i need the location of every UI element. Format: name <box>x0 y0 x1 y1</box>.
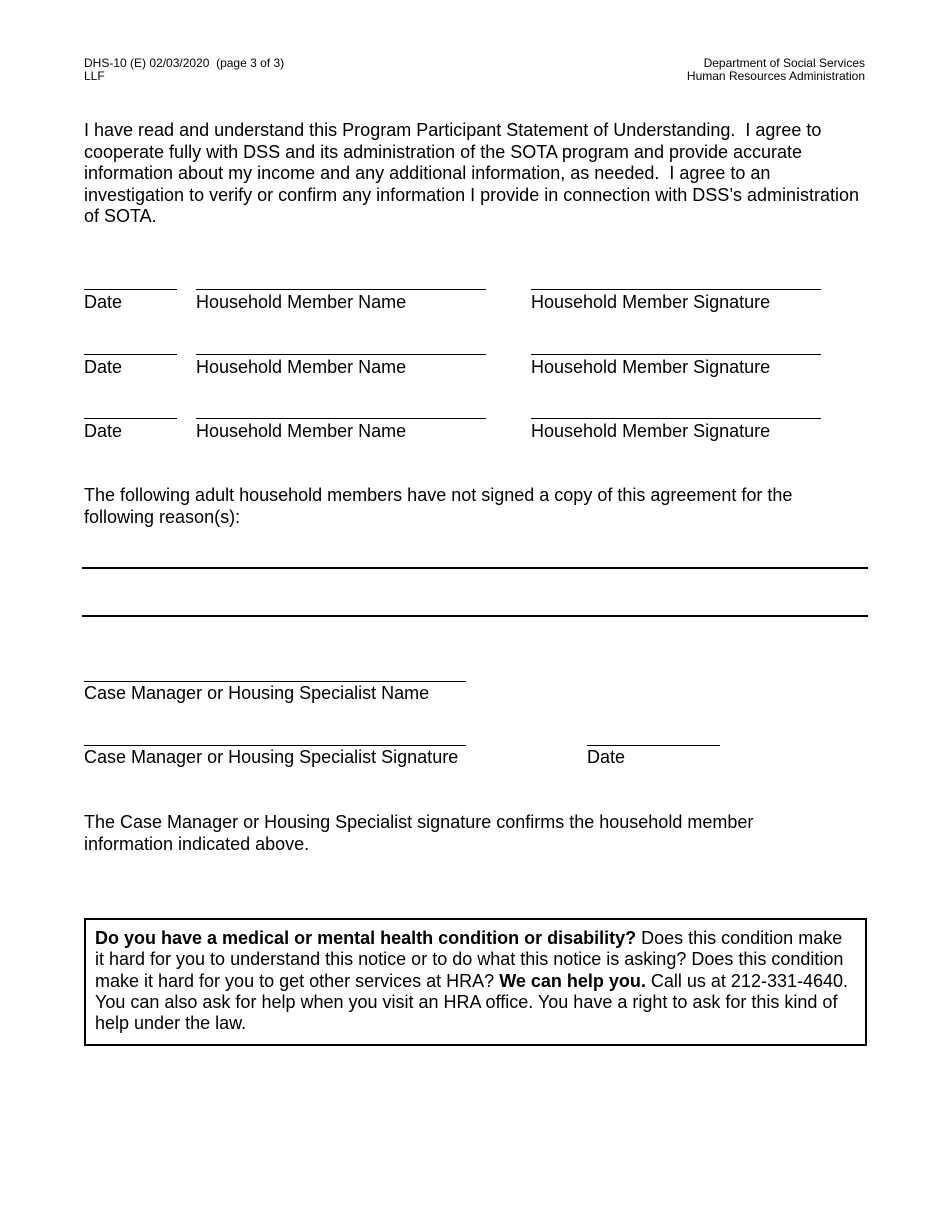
signature-label: Household Member Signature <box>531 357 771 377</box>
case-manager-signature-label: Case Manager or Housing Specialist Signature <box>84 747 459 767</box>
case-manager-name-label: Case Manager or Housing Specialist Name <box>84 683 430 703</box>
form-id: DHS-10 (E) 02/03/2020 (page 3 of 3) <box>84 56 285 70</box>
administration-name: Human Resources Administration <box>686 69 865 83</box>
name-label: Household Member Name <box>196 357 407 377</box>
signature-line[interactable] <box>531 289 821 290</box>
date-label: Date <box>84 421 123 441</box>
date-line[interactable] <box>84 289 177 290</box>
date-line[interactable] <box>84 418 177 419</box>
name-label: Household Member Name <box>196 292 407 312</box>
name-label: Household Member Name <box>196 421 407 441</box>
case-manager-name-line[interactable] <box>84 681 466 682</box>
date-label: Date <box>84 357 123 377</box>
date-line[interactable] <box>84 354 177 355</box>
reason-line[interactable] <box>82 567 868 569</box>
signature-label: Household Member Signature <box>531 421 771 441</box>
notice-text-2: Call us at 212-331-4640. You can also ask for help when you visit an HRA office. You have a right to ask for this kind of help under the law. <box>95 970 849 1034</box>
signature-line[interactable] <box>531 418 821 419</box>
date-label: Date <box>84 292 123 312</box>
case-manager-date-line[interactable] <box>587 745 720 746</box>
form-header-right <box>600 57 865 83</box>
notice-question: Do you have a medical or mental health condition or disability? <box>95 928 637 948</box>
signature-line[interactable] <box>531 354 821 355</box>
accessibility-notice-box <box>84 918 867 1046</box>
signature-label: Household Member Signature <box>531 292 771 312</box>
notice-text-1: Does this condition make it hard for you to understand this notice or to do what this notice is asking? Does this condition make it hard for you to get other services at HRA? <box>95 928 844 991</box>
name-line[interactable] <box>196 418 486 419</box>
case-manager-signature-line[interactable] <box>84 745 466 746</box>
form-header-left <box>84 57 284 83</box>
case-manager-date-label: Date <box>587 747 626 767</box>
notice-help: We can help you. <box>499 970 646 991</box>
reason-line[interactable] <box>82 615 868 617</box>
name-line[interactable] <box>196 289 486 290</box>
form-code: LLF <box>84 69 105 83</box>
statement-paragraph: I have read and understand this Program Participant Statement of Understanding. I agree to cooperate fully with DSS and its administration of the SOTA program and provide accurate information about my income and any additional information, as needed. I agree to an investigation to verify or confirm any information I provide in connection with DSS’s administration of SOTA. <box>84 120 865 226</box>
name-line[interactable] <box>196 354 486 355</box>
unsigned-reason-text: The following adult household members have not signed a copy of this agreement for the following reason(s): <box>84 485 793 527</box>
department-name: Department of Social Services <box>703 56 865 70</box>
confirmation-text: The Case Manager or Housing Specialist signature confirms the household member information indicated above. <box>84 812 754 854</box>
